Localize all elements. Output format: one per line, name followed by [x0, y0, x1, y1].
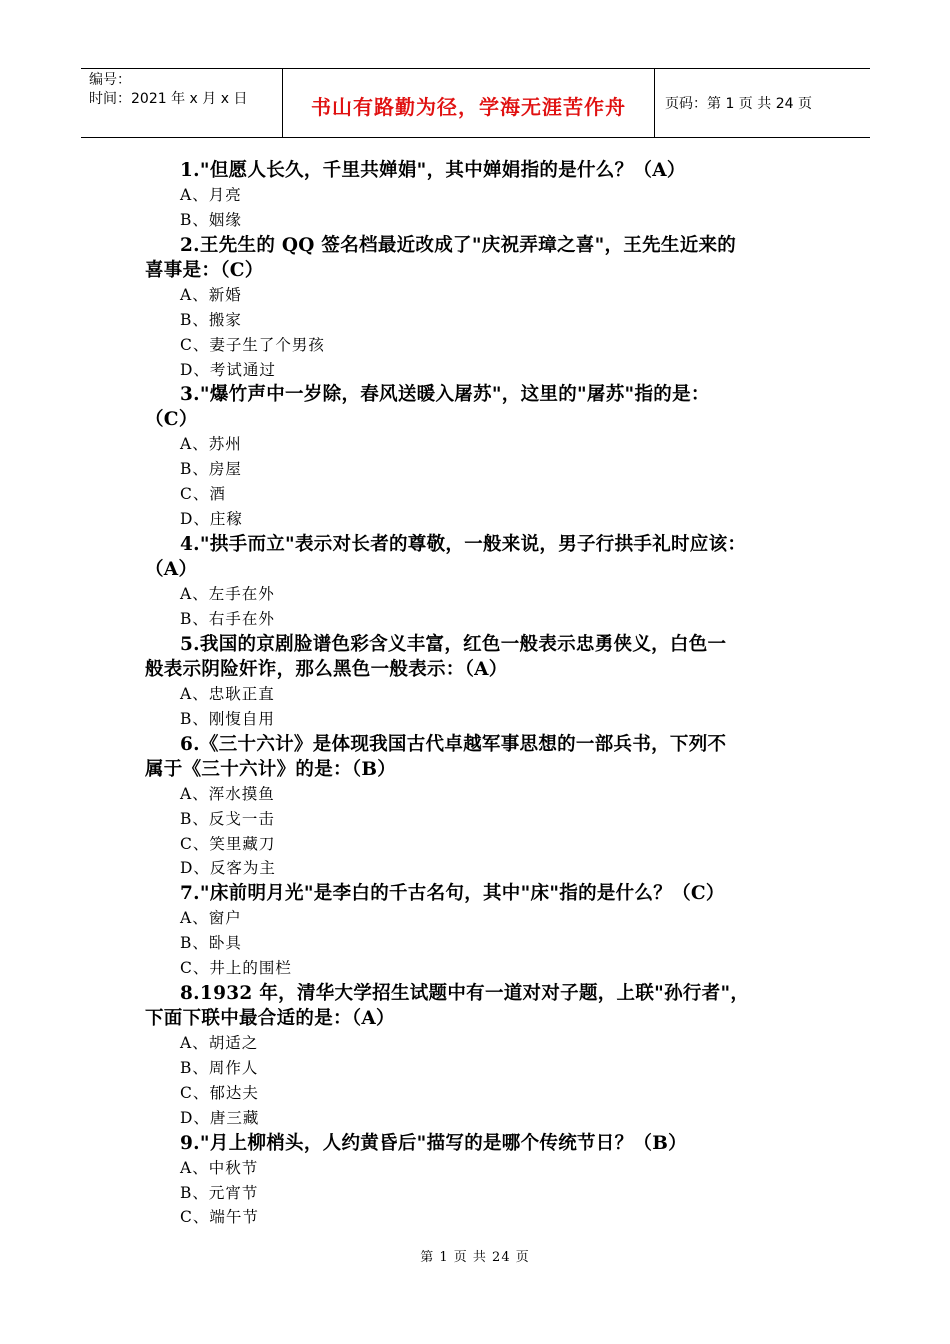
answer-option: B、房屋	[180, 460, 242, 479]
answer-option: B、卧具	[180, 934, 242, 953]
question-block	[145, 632, 815, 732]
question-line: 1."但愿人长久，千里共婵娟"，其中婵娟指的是什么？（A）	[180, 160, 686, 181]
answer-option: A、窗户	[180, 909, 242, 928]
header-motto: 书山有路勤为径，学海无涯苦作舟	[282, 69, 655, 137]
answer-option: B、反戈一击	[180, 809, 275, 828]
question-line: （C）	[145, 409, 198, 431]
answer-option: B、元宵节	[180, 1183, 259, 1202]
question-stem	[145, 881, 815, 906]
answer-option: A、忠耿正直	[180, 684, 275, 703]
question-line: 3."爆竹声中一岁除，春风送暖入屠苏"，这里的"屠苏"指的是：	[180, 384, 710, 406]
answer-option: A、月亮	[180, 186, 242, 204]
question-stem	[145, 382, 815, 432]
question-block	[145, 233, 815, 383]
question-line: 5.我国的京剧脸谱色彩含义丰富，红色一般表示忠勇侠义，白色一	[180, 633, 727, 655]
question-stem	[145, 981, 815, 1031]
question-line: 属于《三十六计》的是：（B）	[145, 758, 397, 780]
document-header	[81, 68, 870, 138]
answer-option: D、庄稼	[180, 510, 243, 529]
question-block	[145, 532, 815, 632]
question-line: 般表示阴险奸诈，那么黑色一般表示：（A）	[145, 658, 508, 680]
answer-option: C、井上的围栏	[180, 959, 292, 978]
question-line: （A）	[145, 559, 198, 581]
answer-option: A、浑水摸鱼	[180, 784, 275, 803]
answer-option: A、左手在外	[180, 585, 275, 604]
answer-option: A、中秋节	[180, 1158, 259, 1177]
answer-option: B、姻缘	[180, 210, 242, 229]
answer-option: C、酒	[180, 485, 226, 504]
answer-option: A、胡适之	[180, 1034, 259, 1053]
question-list	[145, 158, 815, 1230]
question-line: 4."拱手而立"表示对长者的尊敬，一般来说，男子行拱手礼时应该：	[180, 534, 747, 556]
question-line: 下面下联中最合适的是：（A）	[145, 1008, 395, 1030]
question-stem	[145, 158, 815, 183]
answer-option: B、搬家	[180, 310, 242, 329]
answer-option: A、新婚	[180, 285, 242, 304]
question-block	[145, 1131, 815, 1231]
question-block	[145, 881, 815, 981]
question-line: 2.王先生的 QQ 签名档最近改成了"庆祝弄璋之喜"，王先生近来的	[180, 234, 737, 256]
question-stem	[145, 1131, 815, 1156]
answer-option: A、苏州	[180, 435, 242, 454]
date-line: 时间：2021 年 x 月 x 日	[89, 91, 248, 107]
number-label: 编号：	[89, 72, 131, 88]
answer-option: C、郁达夫	[180, 1083, 259, 1102]
question-block	[145, 732, 815, 882]
answer-option: B、刚愎自用	[180, 709, 275, 728]
answer-option: B、右手在外	[180, 609, 275, 628]
question-line: 喜事是：（C）	[145, 259, 264, 281]
answer-option: C、妻子生了个男孩	[180, 335, 325, 354]
answer-option: C、端午节	[180, 1208, 259, 1227]
answer-option: D、唐三藏	[180, 1108, 260, 1127]
header-page-info: 页码：第 1 页 共 24 页	[665, 96, 812, 112]
answer-option: D、反客为主	[180, 859, 276, 878]
question-stem	[145, 632, 815, 682]
question-stem	[145, 233, 815, 283]
question-line: 8.1932 年，清华大学招生试题中有一道对对子题，上联"孙行者"，	[180, 983, 750, 1005]
question-line: 9."月上柳梢头，人约黄昏后"描写的是哪个传统节日？（B）	[180, 1132, 687, 1154]
question-line: 6.《三十六计》是体现我国古代卓越军事思想的一部兵书，下列不	[180, 733, 727, 755]
question-stem	[145, 532, 815, 582]
question-line: 7."床前明月光"是李白的千古名句，其中"床"指的是什么？（C）	[180, 883, 725, 905]
question-block	[145, 158, 815, 233]
answer-option: C、笑里藏刀	[180, 834, 276, 853]
answer-option: B、周作人	[180, 1058, 259, 1077]
question-stem	[145, 732, 815, 782]
header-meta	[81, 69, 282, 137]
question-block	[145, 981, 815, 1131]
question-block	[145, 382, 815, 532]
answer-option: D、考试通过	[180, 360, 276, 379]
page-footer: 第 1 页 共 24 页	[420, 1250, 530, 1265]
